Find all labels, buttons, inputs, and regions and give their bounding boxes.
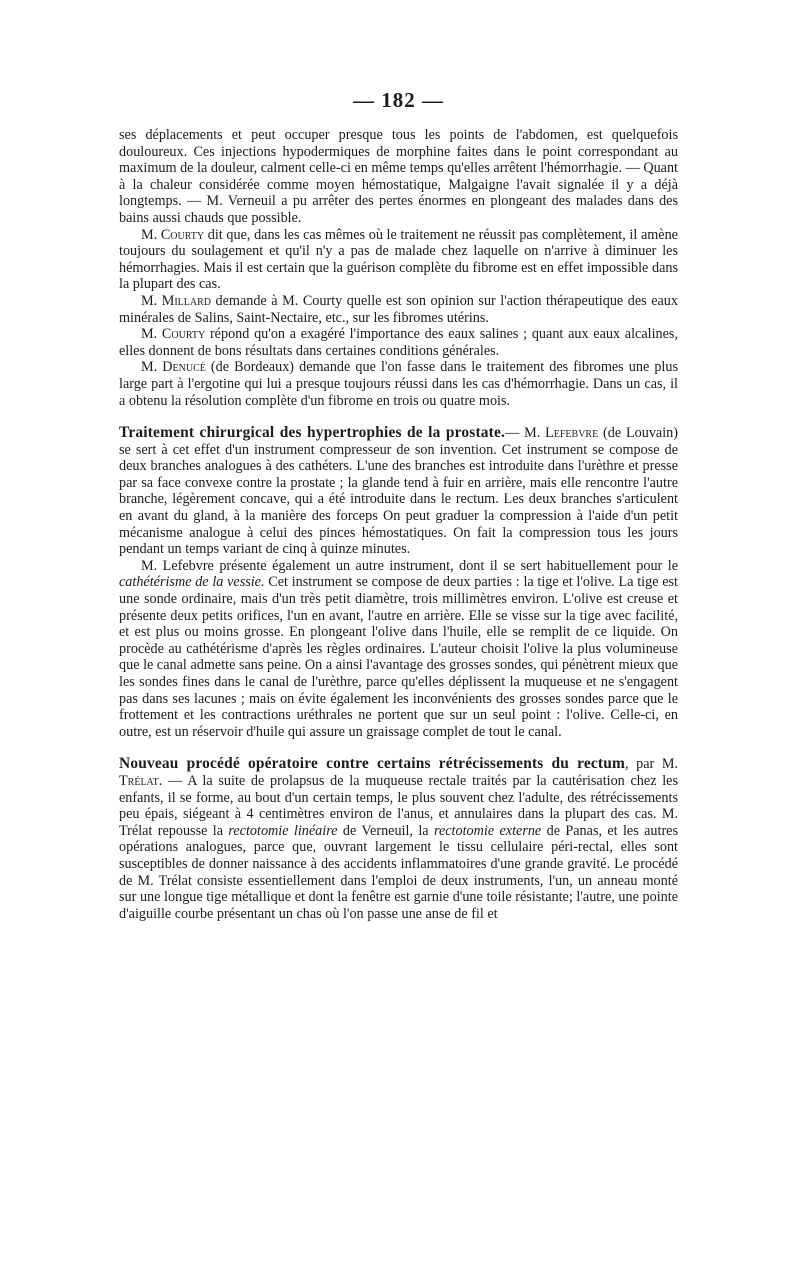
paragraph-courty-2 bbox=[119, 326, 678, 359]
paragraph-text: M. Lefebvre présente également un autre instrument, dont il se sert habituellement pour le bbox=[141, 557, 678, 574]
speaker-name: Courty bbox=[160, 226, 205, 243]
paragraph-millard bbox=[119, 293, 678, 326]
speaker-name: Trélat bbox=[119, 772, 159, 789]
italic-term: rectotomie externe bbox=[433, 822, 542, 839]
paragraph-text: (de Bordeaux) demande que l'on fasse dans le traitement des fibromes une plus large part à l'ergotine qui lui a presque toujours réussi dans les cas d'hémorrhagie. Dans un cas, il a obtenu la résolution complète d'un fibrome en trois ou quatre mois. bbox=[119, 359, 678, 409]
paragraph-denuce bbox=[119, 359, 678, 409]
paragraph-prefix: , par M. bbox=[625, 756, 679, 773]
paragraph-text: (de Louvain) se sert à cet effet d'un instrument compresseur de son invention. Cet instrument se compose de deux branches analogues à des cathéters. L'une des branches est introduite dans l'urèthre et presse par sa face convexe contre la prostate ; la glande tend à fuir en arrière, mais elle rencontre l'autre branche, légèrement concave, qui a été introduite dans le rectum. Les deux branches s'articulent en avant du gland, à la manière des forceps On peut graduer la compression à l'aide d'un petit mécanisme analogue à celui des pinces hémostatiques. On fait la compression tous les jours pendant un temps variant de cinq à quinze minutes. bbox=[119, 425, 678, 558]
paragraph-text: dit que, dans les cas mêmes où le traitement ne réussit pas complètement, il amène toujours du soulagement et qu'il n'y a pas de malade chez laquelle on n'arrive à diminuer les hémorrhagies. Mais il est certain que la guérison complète du fibrome est en effet impossible dans la plupart des cas. bbox=[119, 226, 678, 293]
paragraph-text: de Panas, et les autres opérations analogues, parce que, ouvrant largement le tissu cellulaire péri-rectal, elles sont susceptibles de donner naissance à des accidents inflammatoires d'une grande gravité. Le procédé de M. Trélat consiste essentiellement dans l'emploi de deux instruments, l'un, un anneau monté sur une longue tige métallique et dont la fenêtre est garnie d'une toile résistante; l'autre, une pointe d'aiguille courbe présentant un chas où l'on passe une anse de fil et bbox=[119, 822, 678, 922]
paragraph-lefebvre-instrument bbox=[119, 558, 678, 741]
paragraph-text: . — A la suite de prolapsus de la muqueuse rectale traités par la cautérisation chez les enfants, il se forme, au bout d'un certain temps, le plus souvent chez l'adulte, des rétrécissements peu épais, siégeant à 4 centimètres environ de l'anus, et annulaires dans la plupart des cas. M. Trélat repousse la bbox=[119, 772, 678, 839]
paragraph-text: demande à M. Courty quelle est son opinion sur l'action thérapeutique des eaux minérales de Salins, Saint-Nectaire, etc., sur les fibromes utérins. bbox=[119, 292, 678, 326]
heading-dash: — bbox=[505, 425, 520, 442]
speaker-name: Denucé bbox=[162, 359, 206, 376]
section-gap bbox=[119, 740, 678, 756]
speaker-name: Millard bbox=[161, 292, 211, 309]
speaker-name: Courty bbox=[161, 326, 206, 343]
paragraph-courty-1 bbox=[119, 227, 678, 293]
section-heading-rectum: Nouveau procédé opératoire contre certains rétrécissements du rectum bbox=[119, 755, 626, 773]
italic-term: cathétérisme de la vessie. bbox=[119, 574, 265, 591]
speaker-name: Lefebvre bbox=[545, 425, 599, 442]
paragraph-prefix: M. bbox=[141, 226, 161, 243]
page-number: — 182 — bbox=[353, 88, 444, 112]
section-rectum bbox=[119, 756, 678, 922]
paragraph-prefix: M. bbox=[141, 359, 163, 376]
paragraph-prefix: M. bbox=[141, 326, 162, 343]
paragraph-text: Cet instrument se compose de deux parties : la tige et l'olive. La tige est une sonde ordinaire, mais d'un très petit diamètre, trois millimètres environ. L'olive est creuse et présente deux petits orifices, l'un en avant, l'autre en arrière. Elle se visse sur la tige avec facilité, et est plus ou moins grosse. En plongeant l'olive dans l'huile, elle se remplit de ce liquide. On procède au cathétérisme d'après les règles ordinaires. L'auteur choisit l'olive la plus volumineuse que le canal admette sans peine. On a ainsi l'avantage des grosses sondes, qui pénètrent mieux que les sondes fines dans le canal de l'urèthre, parce qu'elles déplissent la muqueuse et ne s'engagent pas dans ses lacunes ; mais on évite également les inconvénients des grosses sondes parce que le frottement et les contractions uréthrales ne portent que sur un seul point : l'olive. Celle-ci, en outre, est un réservoir d'huile qui assure un graissage complet de tout le canal. bbox=[119, 574, 678, 740]
section-prostate bbox=[119, 425, 678, 558]
italic-term: rectotomie linéaire bbox=[228, 822, 338, 839]
paragraph-prefix: M. bbox=[519, 425, 546, 442]
paragraph-prefix: M. bbox=[141, 292, 162, 309]
paragraph-1: ses déplacements et peut occuper presque tous les points de l'abdomen, est quelquefois douloureux. Ces injections hypodermiques de morphine faites dans le point correspondant au maximum de la douleur, calment celle-ci en même temps qu'elles arrêtent l'hémorrhagie. — Quant à la chaleur considérée comme moyen hémostatique, Malgaigne l'avait signalée il y a déjà longtemps. — M. Verneuil a pu arrêter des pertes énormes en plongeant des malades dans des bains aussi chauds que possible. bbox=[119, 127, 678, 226]
paragraph-text: répond qu'on a exagéré l'importance des eaux salines ; quant aux eaux alcalines, elles donnent de bons résultats dans certaines conditions générales. bbox=[119, 326, 678, 359]
section-gap bbox=[119, 409, 678, 425]
section-heading-prostate: Traitement chirurgical des hypertrophies de la prostate. bbox=[119, 424, 506, 442]
paragraph-text: de Verneuil, la bbox=[337, 822, 434, 839]
